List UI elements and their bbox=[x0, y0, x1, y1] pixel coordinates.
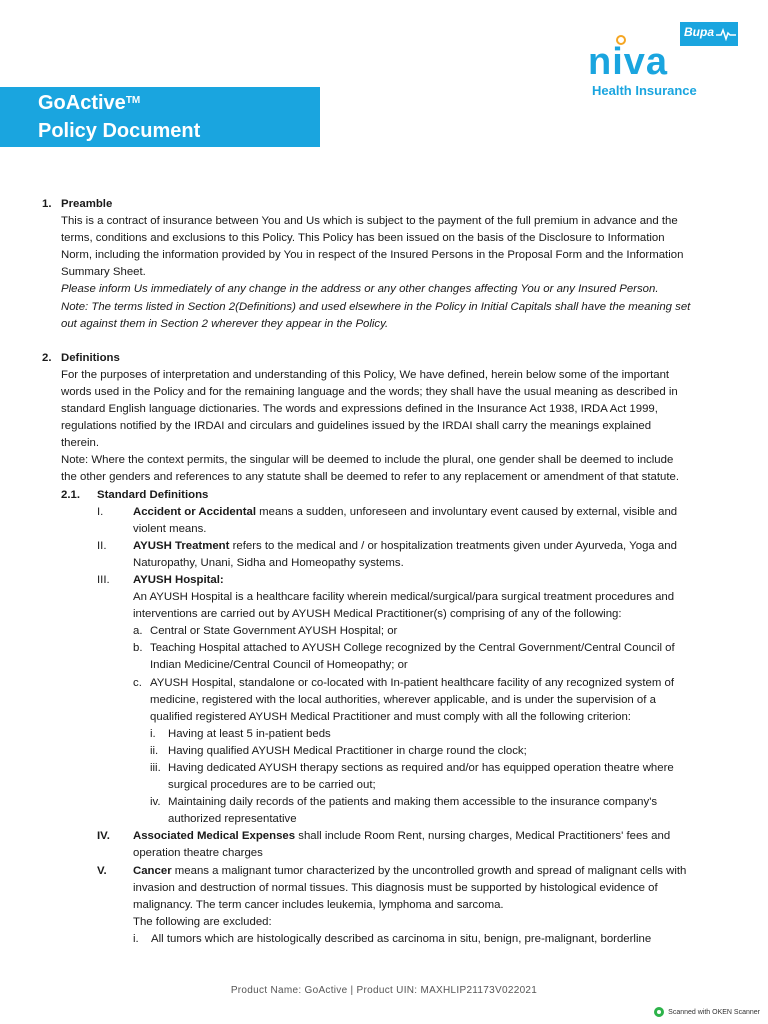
definition-text: malignancy. The term cancer includes leukemia, lymphoma and sarcoma. bbox=[133, 898, 504, 911]
list-marker: i. bbox=[133, 932, 139, 945]
roman-numeral: III. bbox=[97, 573, 110, 586]
criterion-item bbox=[150, 743, 723, 760]
list-marker: iv. bbox=[150, 796, 161, 809]
definitions-line: the other genders and references to any statute shall be deemed to refer to any replacement or amendment of that statute. bbox=[61, 471, 679, 484]
logo-subtitle: Health Insurance bbox=[592, 83, 697, 98]
preamble-line: This is a contract of insurance between You and Us which is subject to the payment of the full premium in advance and the bbox=[61, 215, 678, 228]
document-body bbox=[0, 196, 768, 948]
defined-term: Accident or Accidental bbox=[133, 505, 257, 518]
list-marker: i. bbox=[150, 727, 156, 740]
trademark-mark: TM bbox=[125, 95, 141, 106]
scanner-label: Scanned with OKEN Scanner bbox=[668, 1008, 760, 1016]
section-heading-preamble bbox=[42, 196, 768, 213]
definitions-line: standard English language dictionaries. The words and expressions defined in the Insurance Act 1938, IRDA Act 1999, bbox=[61, 403, 658, 416]
definitions-line: For the purposes of interpretation and understanding of this Policy, We have defined, herein below some of the important bbox=[61, 368, 670, 381]
list-text: Having at least 5 in-patient beds bbox=[168, 727, 331, 740]
definition-text: refers to the medical and / or hospitalization treatments given under Ayurveda, Yoga and bbox=[229, 539, 677, 552]
list-text: Maintaining daily records of the patients and making them accessible to the insurance company's bbox=[168, 796, 658, 809]
niva-bupa-logo bbox=[588, 22, 738, 104]
list-text: qualified registered AYUSH Medical Practitioner and must comply with all the following criterion: bbox=[150, 710, 631, 723]
definition-text: invasion and destruction of normal tissues. This diagnosis must be supported by histological evidence of bbox=[133, 881, 658, 894]
scanner-watermark bbox=[654, 1007, 760, 1017]
definition-item bbox=[97, 504, 733, 521]
section-heading-definitions bbox=[42, 350, 768, 367]
title-banner bbox=[0, 87, 320, 147]
list-marker: iii. bbox=[150, 762, 161, 774]
definition-item bbox=[97, 863, 733, 880]
list-text: authorized representative bbox=[168, 813, 297, 826]
roman-numeral: IV. bbox=[97, 830, 110, 843]
definition-item bbox=[97, 828, 733, 845]
subsection-title: Standard Definitions bbox=[97, 488, 209, 501]
subsection-number: 2.1. bbox=[61, 488, 80, 501]
definition-text: An AYUSH Hospital is a healthcare facility wherein medical/surgical/para surgical treatment procedures and bbox=[133, 591, 675, 604]
definition-text: The following are excluded: bbox=[133, 915, 272, 928]
definitions-line: Note: Where the context permits, the singular will be deemed to include the plural, one gender shall be deemed to include bbox=[61, 454, 674, 467]
section-number: 1. bbox=[42, 198, 52, 210]
definition-text: means a malignant tumor characterized by the uncontrolled growth and spread of malignant cells with bbox=[171, 864, 687, 877]
definition-text: interventions are carried out by AYUSH Medical Practitioner(s) comprising of any of the following: bbox=[133, 608, 622, 621]
list-marker: b. bbox=[133, 642, 143, 655]
list-text: Having dedicated AYUSH therapy sections as required and/or has equipped operation theatre where bbox=[168, 762, 674, 774]
bupa-wordmark: Bupa bbox=[684, 25, 714, 39]
subsection-heading bbox=[61, 487, 768, 504]
section-title: Preamble bbox=[61, 198, 113, 210]
roman-numeral: V. bbox=[97, 864, 107, 877]
banner-subtitle: Policy Document bbox=[38, 120, 201, 142]
roman-numeral: I. bbox=[97, 505, 104, 518]
roman-numeral: II. bbox=[97, 539, 107, 552]
definition-text: means a sudden, unforeseen and involuntary event caused by external, visible and bbox=[256, 505, 678, 518]
list-marker: ii. bbox=[150, 744, 159, 757]
criterion-item bbox=[150, 726, 723, 743]
section-title: Definitions bbox=[61, 351, 120, 364]
definition-item bbox=[97, 572, 733, 589]
list-item bbox=[133, 675, 720, 692]
defined-term: AYUSH Treatment bbox=[133, 539, 230, 552]
list-text: medicine, registered with the local authorities, wherever applicable, and is under the supervision of a bbox=[150, 693, 656, 706]
list-item bbox=[133, 623, 720, 640]
definition-text: operation theatre charges bbox=[133, 847, 263, 860]
list-text: surgical procedures are to be carried out; bbox=[168, 779, 376, 792]
heartbeat-icon bbox=[716, 27, 736, 41]
niva-wordmark: niva bbox=[588, 41, 669, 83]
definition-text: Naturopathy, Unani, Sidha and Homeopathy systems. bbox=[133, 556, 404, 569]
banner-title bbox=[38, 90, 140, 116]
preamble-line: Norm, including the information provided by You in respect of the Insured Persons in the Proposal Form and the Information bbox=[61, 249, 684, 262]
definition-text: shall include Room Rent, nursing charges, Medical Practitioners' fees and bbox=[295, 830, 671, 843]
list-marker: c. bbox=[133, 676, 142, 689]
list-item bbox=[133, 640, 720, 657]
list-text: All tumors which are histologically described as carcinoma in situ, benign, pre-malignant, borderline bbox=[151, 932, 652, 945]
preamble-line: Summary Sheet. bbox=[61, 266, 146, 279]
scanner-logo-icon bbox=[654, 1007, 664, 1017]
defined-term: Associated Medical Expenses bbox=[133, 830, 296, 843]
list-marker: a. bbox=[133, 625, 143, 638]
list-text: Indian Medicine/Central Council of Homeopathy; or bbox=[150, 659, 408, 672]
definitions-line: regulations notified by the IRDAI and circulars and guidelines issued by the IRDAI shall carry the meanings explained bbox=[61, 420, 652, 433]
list-text: Having qualified AYUSH Medical Practitioner in charge round the clock; bbox=[168, 744, 527, 757]
section-number: 2. bbox=[42, 351, 52, 364]
bupa-tab bbox=[680, 22, 738, 46]
defined-term: AYUSH Hospital: bbox=[133, 573, 224, 586]
criterion-item bbox=[150, 794, 723, 811]
definitions-line: therein. bbox=[61, 437, 99, 450]
list-text: AYUSH Hospital, standalone or co-located with In-patient healthcare facility of any recognized system of bbox=[150, 676, 675, 689]
preamble-note-line: Please inform Us immediately of any change in the address or any other changes affecting You or any Insured Person. bbox=[61, 283, 659, 296]
definition-text: violent means. bbox=[133, 522, 207, 535]
definitions-line: words used in the Policy and for the remaining language and the words; they shall have the usual meaning as described in bbox=[61, 385, 678, 398]
preamble-note-line: out against them in Section 2 wherever they appear in the Policy. bbox=[61, 317, 389, 330]
definition-item bbox=[97, 538, 733, 555]
page-footer: Product Name: GoActive | Product UIN: MAXHLIP21173V022021 bbox=[230, 985, 538, 996]
criterion-item bbox=[150, 760, 723, 777]
list-text: Teaching Hospital attached to AYUSH College recognized by the Central Government/Central Council of bbox=[150, 642, 675, 655]
banner-product-name: GoActive bbox=[38, 92, 126, 114]
preamble-note-line: Note: The terms listed in Section 2(Definitions) and used elsewhere in the Policy in Initial Capitals shall have the meaning set bbox=[61, 300, 691, 313]
defined-term: Cancer bbox=[133, 864, 172, 877]
exclusion-item bbox=[133, 931, 721, 948]
list-text: Central or State Government AYUSH Hospital; or bbox=[150, 625, 398, 638]
preamble-line: terms, conditions and exclusions to this Policy. This Policy has been issued on the basis of the Disclosure to Information bbox=[61, 232, 665, 245]
